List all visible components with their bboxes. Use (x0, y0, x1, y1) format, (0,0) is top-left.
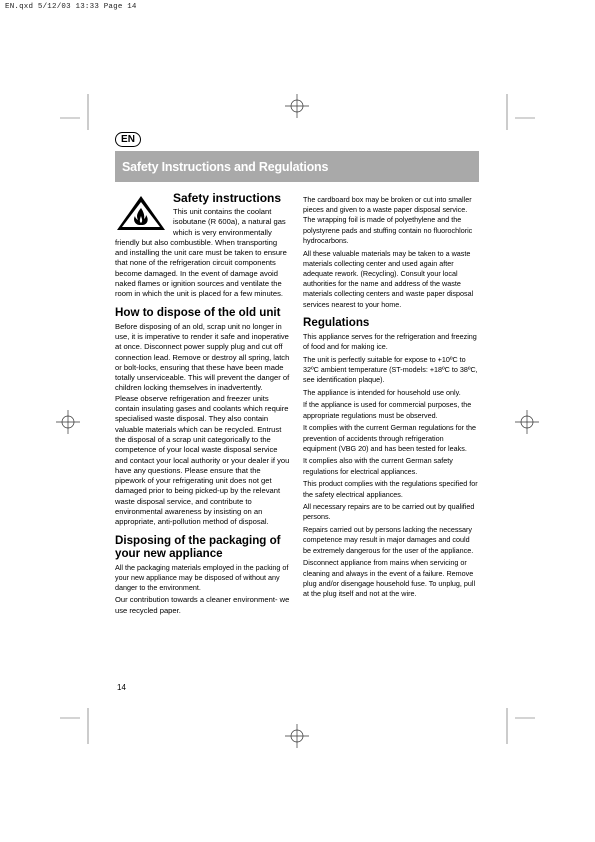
packaging-title: Disposing of the packaging of your new appliance (115, 533, 281, 560)
regulation-paragraph: The unit is perfectly suitable for expose to +10ºC to 32ºC ambient temperature (ST-models: +18ºC to 38ºC, see identification plaque). (303, 354, 478, 385)
valuable-materials-text: All these valuable materials may be taken to a waste materials collecting center and used again after adequate rework. (Recycling). Consult your local authorities for the name and address of the waste materials collecting centers and waste paper disposal services nearest to your home. (303, 248, 474, 309)
left-column (115, 192, 291, 616)
contribution-text: Our contribution towards a cleaner environment- we use recycled paper. (115, 595, 290, 615)
packaging-text: All the packaging materials employed in the packing of your new appliance may be disposed of without any danger to the environment. (115, 562, 289, 593)
registration-mark-right (515, 410, 539, 434)
regulations-title: Regulations (303, 315, 370, 329)
dispose-text-1: Before disposing of an old, scrap unit no longer in use, it is imperative to render it safe and inoperative at once. Disconnect power supply plug and cut off connection lead. Remove or destroy all spring, latch or bolt-locks, ensuring that these have been made totally unserviceable. This will prevent the danger of children locking themselves in inadvertently. (115, 321, 290, 393)
safety-text: This unit contains the coolant isobutane (R 600a), a natural gas which is very environmentally friendly but also combustible. When transporting and installing the unit care must be taken to ensure that none of the refrigeration circuit components become damaged. In the event of damage avoid naked flames or ignition sources and ventilate the room in which the unit is placed for a few minutes. (115, 207, 287, 299)
dispose-text-2: Please observe refrigeration and freezer units contain insulating gases and coolants which require specialised waste disposal. They also contain valuable materials which can be recycled. Entrust the disposal of a scrap unit categorically to the competence of your local waste disposal service and contact your local authority or your dealer if you have any questions. Please ensure that the pipework of your refrigerating unit does not get damaged prior to being picked-up by the relevant waste disposal service, and contribute to environmental awareness by insisting on an appropriate, anti-pollution method of disposal. (115, 393, 290, 527)
print-slug: EN.qxd 5/12/03 13:33 Page 14 (5, 3, 137, 11)
regulation-paragraph: It complies with the current German regulations for the prevention of accidents through refrigeration equipment (VBG 20) and has been tested for leaks. (303, 423, 476, 453)
right-column (303, 195, 479, 602)
regulation-paragraph: It complies also with the current German safety regulations for electrical appliances. (303, 456, 453, 476)
regulation-paragraph: If the appliance is used for commercial purposes, the appropriate regulations must be observed. (303, 400, 472, 420)
page-number: 14 (117, 683, 126, 692)
regulation-paragraph: All necessary repairs are to be carried out by qualified persons. (303, 502, 475, 522)
regulation-paragraph: This appliance serves for the refrigeration and freezing of food and for making ice. (303, 331, 477, 351)
regulation-paragraph: This product complies with the regulations specified for the safety electrical appliances. (303, 479, 478, 499)
cardboard-text: The cardboard box may be broken or cut into smaller pieces and given to a waste paper disposal service. The wrapping foil is made of polyethylene and the polystyrene pads and stuffing contain no fluorochloric hydrocarbons. (303, 195, 473, 245)
registration-mark-bottom (285, 724, 309, 748)
regulation-paragraph: Disconnect appliance from mains when servicing or cleaning and always in the event of a failure. Remove plug and/or disengage household fuse. To unplug, pull at the plug itself and not at the wire. (303, 558, 476, 598)
dispose-title: How to dispose of the old unit (115, 305, 281, 319)
regulation-paragraph: Repairs carried out by persons lacking the necessary competence may result in major damages and could be extremely dangerous for the user of the appliance. (303, 525, 474, 555)
safety-title: Safety instructions (173, 191, 282, 205)
registration-mark-top (285, 94, 309, 118)
flammable-warning-icon (115, 194, 167, 232)
regulation-paragraph: The appliance is intended for household use only. (303, 387, 461, 397)
registration-mark-left (56, 410, 80, 434)
section-banner: Safety Instructions and Regulations (115, 151, 479, 182)
language-badge: EN (115, 132, 141, 147)
